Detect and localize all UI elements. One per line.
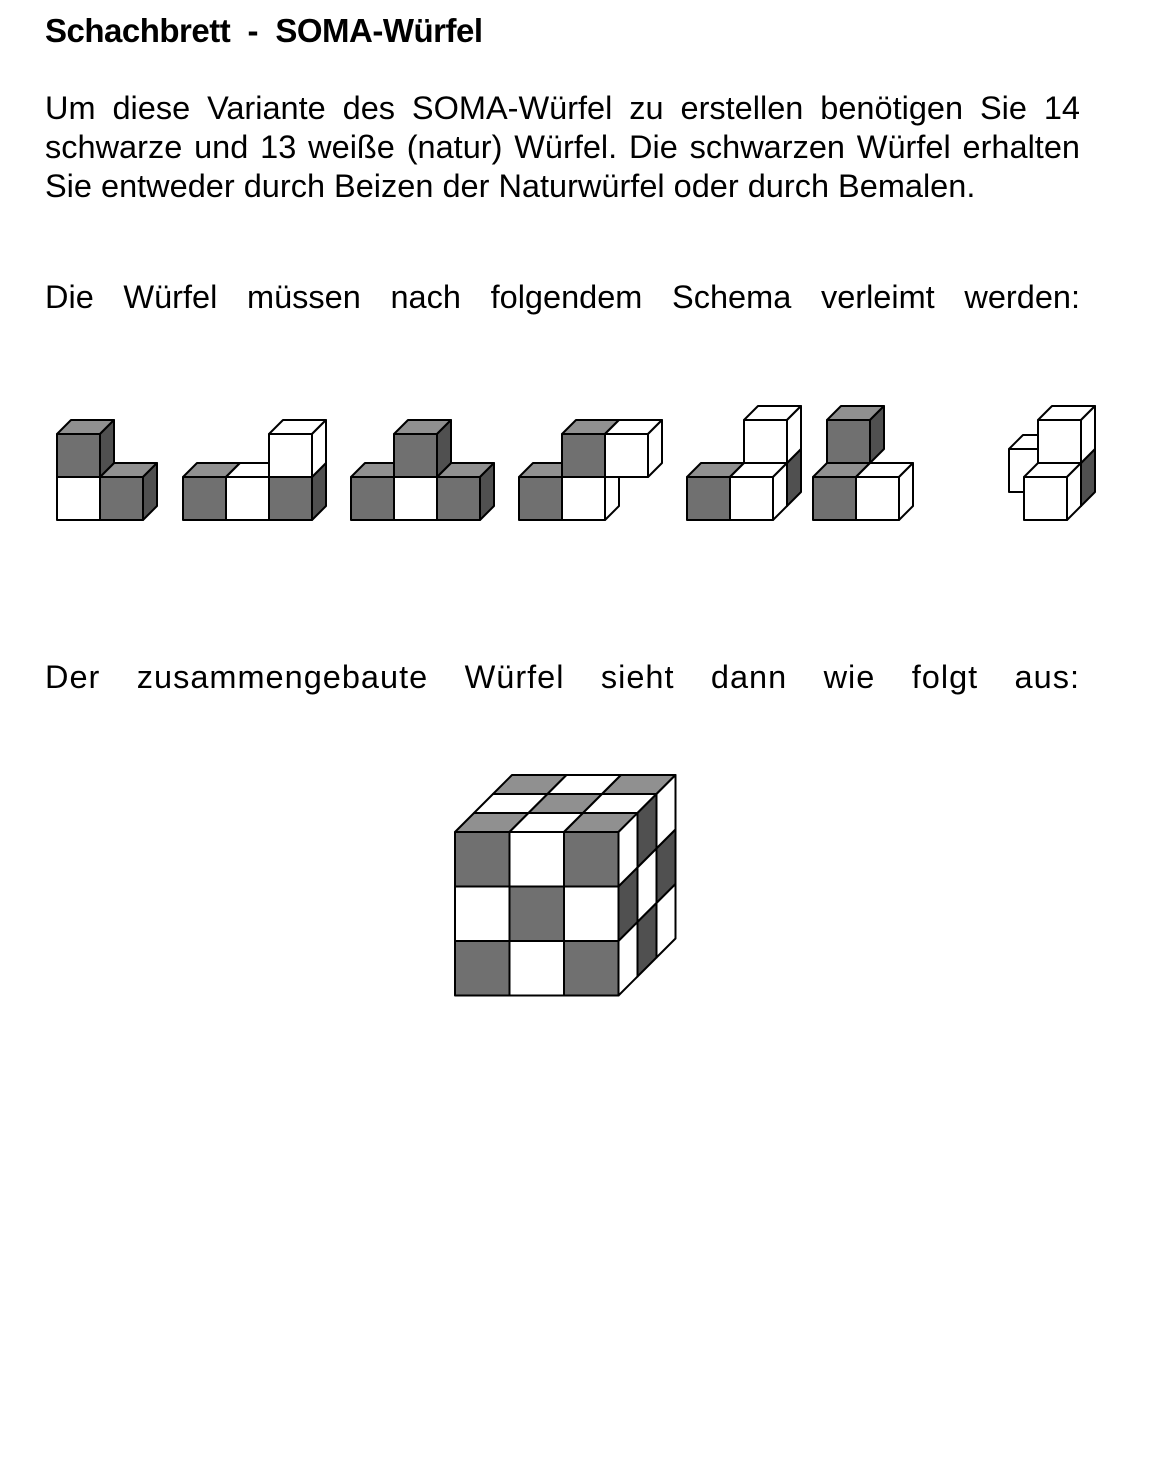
front-face-cell [564, 887, 619, 942]
unit-cube [437, 463, 494, 520]
assembled-cube [455, 775, 676, 996]
unit-cube [744, 406, 801, 463]
unit-cube [856, 463, 913, 520]
piece-1 [57, 420, 157, 520]
unit-cube [57, 420, 114, 477]
front-face-cell [510, 887, 565, 942]
unit-cube [394, 420, 451, 477]
assembled-paragraph: Der zusammengebaute Würfel sieht dann wie folgt aus: [45, 659, 1080, 695]
unit-cube [827, 406, 884, 463]
assembled-cube-figure [0, 760, 1170, 1010]
schema-paragraph: Die Würfel müssen nach folgendem Schema verleimt werden: [45, 279, 1080, 315]
unit-cube [100, 463, 157, 520]
front-face-cell [510, 941, 565, 996]
piece-5 [687, 406, 801, 520]
piece-3 [351, 420, 494, 520]
intro-paragraph: Um diese Variante des SOMA-Würfel zu erstellen benötigen Sie 14 schwarze und 13 weiße (natur) Würfel. Die schwarzen Würfel erhalten Sie entweder durch Beizen der Naturwürfel oder durch Bemalen. [45, 90, 1080, 204]
front-face-cell [510, 832, 565, 887]
front-face-cell [455, 941, 510, 996]
soma-pieces-figure [0, 380, 1170, 560]
piece-6 [813, 406, 913, 520]
front-face-cell [564, 832, 619, 887]
front-face-cell [455, 832, 510, 887]
piece-2 [183, 420, 326, 520]
piece-4 [519, 420, 662, 520]
unit-cube [1038, 406, 1095, 463]
front-face-cell [564, 941, 619, 996]
page-title: Schachbrett - SOMA-Würfel [45, 12, 483, 49]
unit-cube [730, 463, 787, 520]
unit-cube [605, 420, 662, 477]
unit-cube [1024, 463, 1081, 520]
unit-cube [269, 420, 326, 477]
piece-7 [1009, 406, 1095, 520]
front-face-cell [455, 887, 510, 942]
